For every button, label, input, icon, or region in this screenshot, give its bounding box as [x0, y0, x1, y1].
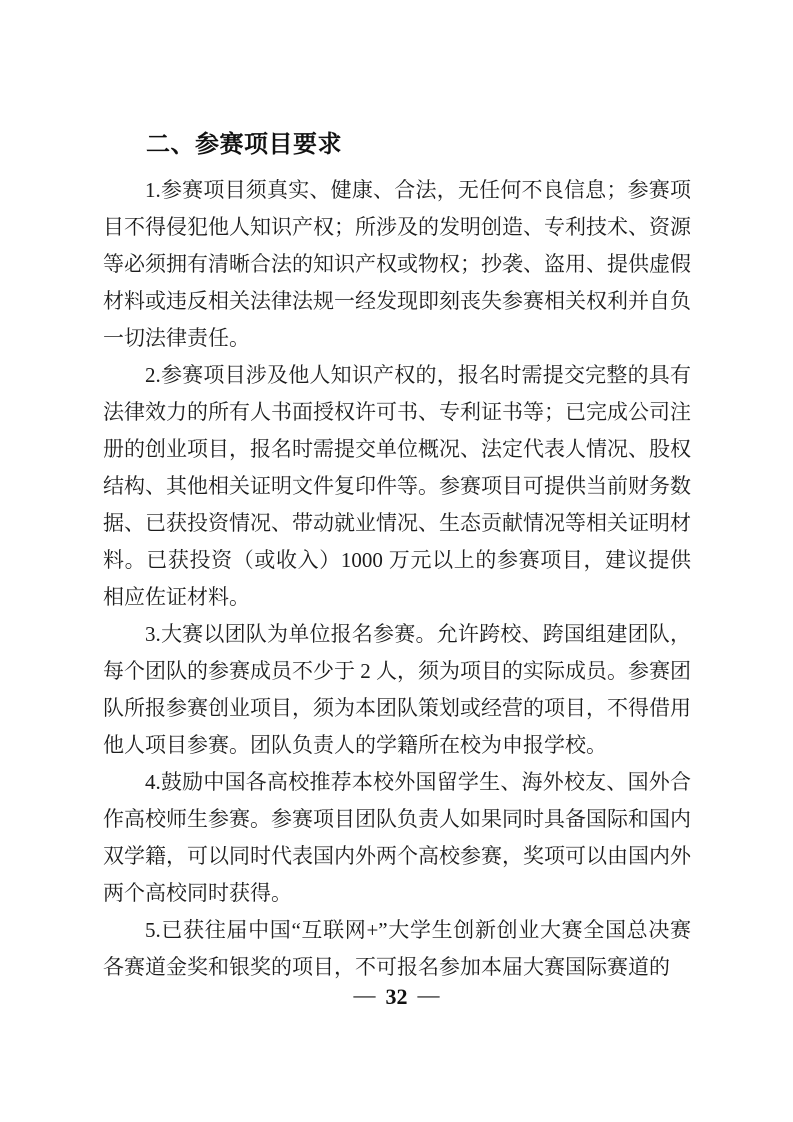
page-number — [0, 983, 793, 1011]
section-heading: 二、参赛项目要求 — [146, 131, 342, 158]
paragraph-3: 3.大赛以团队为单位报名参赛。允许跨校、跨国组建团队，每个团队的参赛成员不少于 2 人，须为项目的实际成员。参赛团队所报参赛创业项目，须为本团队策划或经营的项目，不得借用他人项目参赛。团队负责人的学籍所在校为申报学校。 — [103, 622, 691, 757]
paragraph-5: 5.已获往届中国“互联网+”大学生创新创业大赛全国总决赛各赛道金奖和银奖的项目，不可报名参加本届大赛国际赛道的 — [103, 918, 691, 979]
page-number-value: 32 — [385, 984, 408, 1009]
page-number-dash-left: — — [353, 982, 376, 1007]
paragraph-4: 4.鼓励中国各高校推荐本校外国留学生、海外校友、国外合作高校师生参赛。参赛项目团队负责人如果同时具备国际和国内双学籍，可以同时代表国内外两个高校参赛，奖项可以由国内外两个高校同时获得。 — [103, 770, 691, 905]
page-number-dash-right: — — [417, 982, 440, 1007]
paragraph-1: 1.参赛项目须真实、健康、合法，无任何不良信息；参赛项目不得侵犯他人知识产权；所涉及的发明创造、专利技术、资源等必须拥有清晰合法的知识产权或物权；抄袭、盗用、提供虚假材料或违反相关法律法规一经发现即刻丧失参赛相关权利并自负一切法律责任。 — [103, 178, 691, 350]
paragraph-2: 2.参赛项目涉及他人知识产权的，报名时需提交完整的具有法律效力的所有人书面授权许可书、专利证书等；已完成公司注册的创业项目，报名时需提交单位概况、法定代表人情况、股权结构、其他相关证明文件复印件等。参赛项目可提供当前财务数据、已获投资情况、带动就业情况、生态贡献情况等相关证明材料。已获投资（或收入）1000 万元以上的参赛项目，建议提供相应佐证材料。 — [103, 363, 691, 609]
document-body — [103, 130, 691, 986]
